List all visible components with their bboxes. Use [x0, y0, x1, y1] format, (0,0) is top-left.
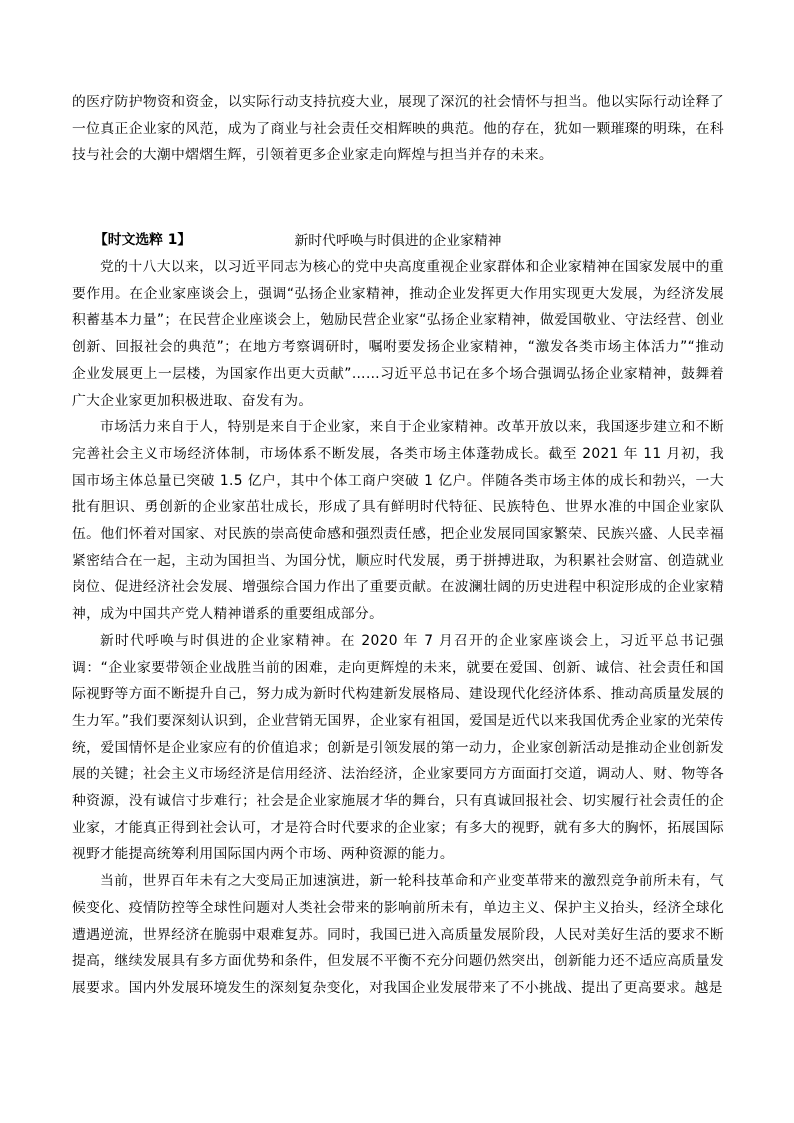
article-paragraph: 市场活力来自于人，特别是来自于企业家，来自于企业家精神。改革开放以来，我国逐步建立和不断完善社会主义市场经济体制，市场体系不断发展，各类市场主体蓬勃成长。截至 2021 年 11 月初，我国市场主体总量已突破 1.5 亿户，其中个体工商户突破 1 亿户。伴随各类市场主体的成长和勃兴，一大批有胆识、勇创新的企业家茁壮成长，形成了具有鲜明时代特征、民族特色、世界水准的中国企业家队伍。他们怀着对国家、对民族的崇高使命感和强烈责任感，把企业发展同国家繁荣、民族兴盛、人民幸福紧密结合在一起，主动为国担当、为国分忧，顺应时代发展，勇于拼搏进取，为积累社会财富、创造就业岗位、促进经济社会发展、增强综合国力作出了重要贡献。在波澜壮阔的历史进程中积淀形成的企业家精神，成为中国共产党人精神谱系的重要组成部分。	[72, 419, 724, 623]
article-paragraph: 当前，世界百年未有之大变局正加速演进，新一轮科技革命和产业变革带来的激烈竞争前所未有，气候变化、疫情防控等全球性问题对人类社会带来的影响前所未有，单边主义、保护主义抬头，经济全球化遭遇逆流，世界经济在脆弱中艰难复苏。同时，我国已进入高质量发展阶段，人民对美好生活的要求不断提高，继续发展具有多方面优势和条件，但发展不平衡不充分问题仍然突出，创新能力还不适应高质量发展要求。国内外发展环境发生的深刻复杂变化，对我国企业发展带来了不小挑战、提出了更高要求。越是	[72, 873, 724, 996]
intro-paragraph: 的医疗防护物资和资金，以实际行动支持抗疫大业，展现了深沉的社会情怀与担当。他以实际行动诠释了一位真正企业家的风范，成为了商业与社会责任交相辉映的典范。他的存在，犹如一颗璀璨的明珠，在科技与社会的大潮中熠熠生辉，引领着更多企业家走向辉煌与担当并存的未来。	[72, 94, 724, 164]
article-paragraph: 新时代呼唤与时俱进的企业家精神。在 2020 年 7 月召开的企业家座谈会上，习近平总书记强调：“企业家要带领企业战胜当前的困难，走向更辉煌的未来，就要在爱国、创新、诚信、社会责任和国际视野等方面不断提升自己，努力成为新时代构建新发展格局、建设现代化经济体系、推动高质量发展的生力军。”我们要深刻认识到，企业营销无国界，企业家有祖国，爱国是近代以来我国优秀企业家的光荣传统，爱国情怀是企业家应有的价值追求；创新是引领发展的第一动力，企业家创新活动是推动企业创新发展的关键；社会主义市场经济是信用经济、法治经济，企业家要同方方面面打交道，调动人、财、物等各种资源，没有诚信寸步难行；社会是企业家施展才华的舞台，只有真诚回报社会、切实履行社会责任的企业家，才能真正得到社会认可，才是符合时代要求的企业家；有多大的视野，就有多大的胸怀，拓展国际视野才能提高统筹利用国际国内两个市场、两种资源的能力。	[72, 632, 724, 863]
section-label: 【时文选粹 1】	[94, 232, 192, 248]
article-paragraph: 党的十八大以来，以习近平同志为核心的党中央高度重视企业家群体和企业家精神在国家发展中的重要作用。在企业家座谈会上，强调“弘扬企业家精神，推动企业发挥更大作用实现更大发展，为经济发展积蓄基本力量”；在民营企业座谈会上，勉励民营企业家“弘扬企业家精神，做爱国敬业、守法经营、创业创新、回报社会的典范”；在地方考察调研时，嘱咐要发扬企业家精神，“激发各类市场主体活力”“推动企业发展更上一层楼，为国家作出更大贡献”……习近平总书记在多个场合强调弘扬企业家精神，鼓舞着广大企业家更加积极进取、奋发有为。	[72, 259, 724, 409]
article-title: 新时代呼唤与时俱进的企业家精神	[294, 233, 502, 249]
article-body	[72, 254, 724, 1002]
